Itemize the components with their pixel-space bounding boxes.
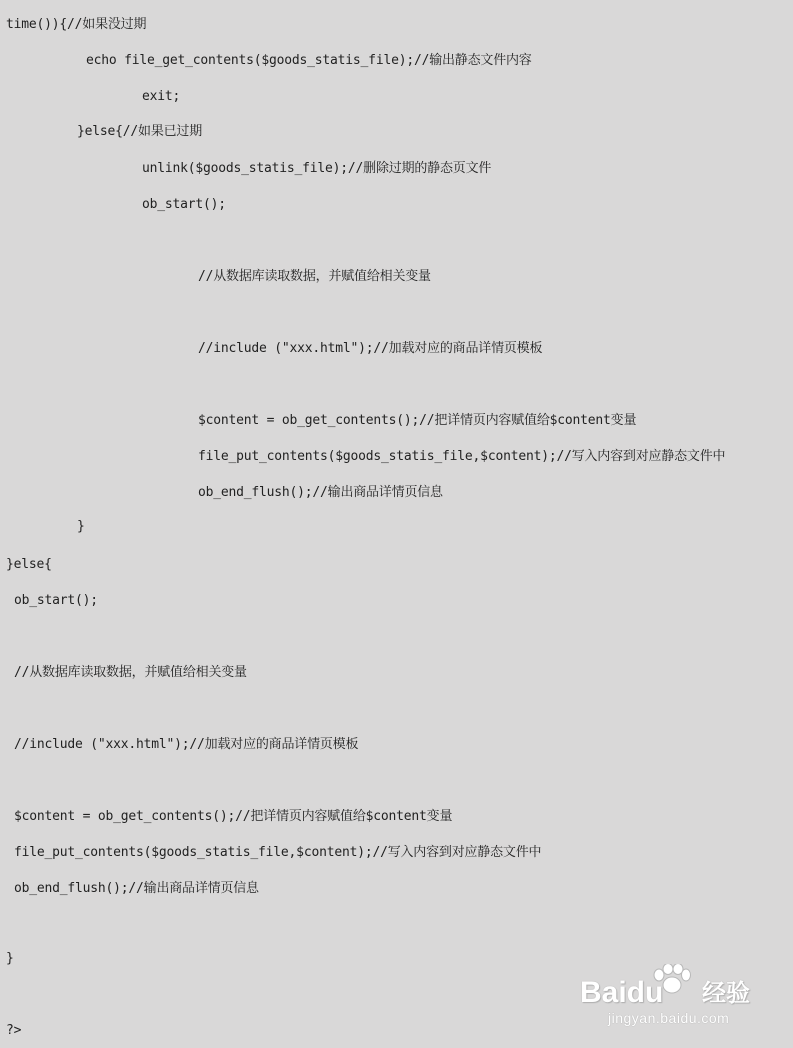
code-line: file_put_contents($goods_statis_file,$content);//写入内容到对应静态文件中 (14, 845, 542, 860)
code-line: //从数据库读取数据，并赋值给相关变量 (14, 665, 247, 680)
code-line: } (77, 519, 85, 534)
code-line: exit; (142, 89, 181, 104)
baidu-jingyan-watermark (578, 964, 758, 1030)
code-line: ob_start(); (14, 593, 98, 608)
code-line: time()){//如果没过期 (6, 17, 147, 32)
code-line: //从数据库读取数据，并赋值给相关变量 (198, 269, 431, 284)
code-line: unlink($goods_statis_file);//删除过期的静态页文件 (142, 161, 492, 176)
baidu-logo-text: Baidu (580, 976, 664, 1009)
code-line: ob_end_flush();//输出商品详情页信息 (14, 881, 259, 896)
code-line: } (6, 951, 14, 966)
code-line: ob_end_flush();//输出商品详情页信息 (198, 485, 443, 500)
watermark-url: jingyan.baidu.com (608, 1010, 730, 1026)
code-line: ?> (6, 1023, 22, 1038)
code-line: file_put_contents($goods_statis_file,$content);//写入内容到对应静态文件中 (198, 449, 726, 464)
code-line: $content = ob_get_contents();//把详情页内容赋值给$content变量 (198, 413, 637, 428)
code-line: ob_start(); (142, 197, 226, 212)
code-line: //include ("xxx.html");//加载对应的商品详情页模板 (14, 737, 359, 752)
code-line: }else{ (6, 557, 52, 572)
code-line: echo file_get_contents($goods_statis_file);//输出静态文件内容 (86, 53, 532, 68)
code-line: $content = ob_get_contents();//把详情页内容赋值给$content变量 (14, 809, 453, 824)
code-line: }else{//如果已过期 (77, 124, 203, 139)
code-line: //include ("xxx.html");//加载对应的商品详情页模板 (198, 341, 543, 356)
jingyan-logo-text: 经验 (702, 979, 750, 1007)
